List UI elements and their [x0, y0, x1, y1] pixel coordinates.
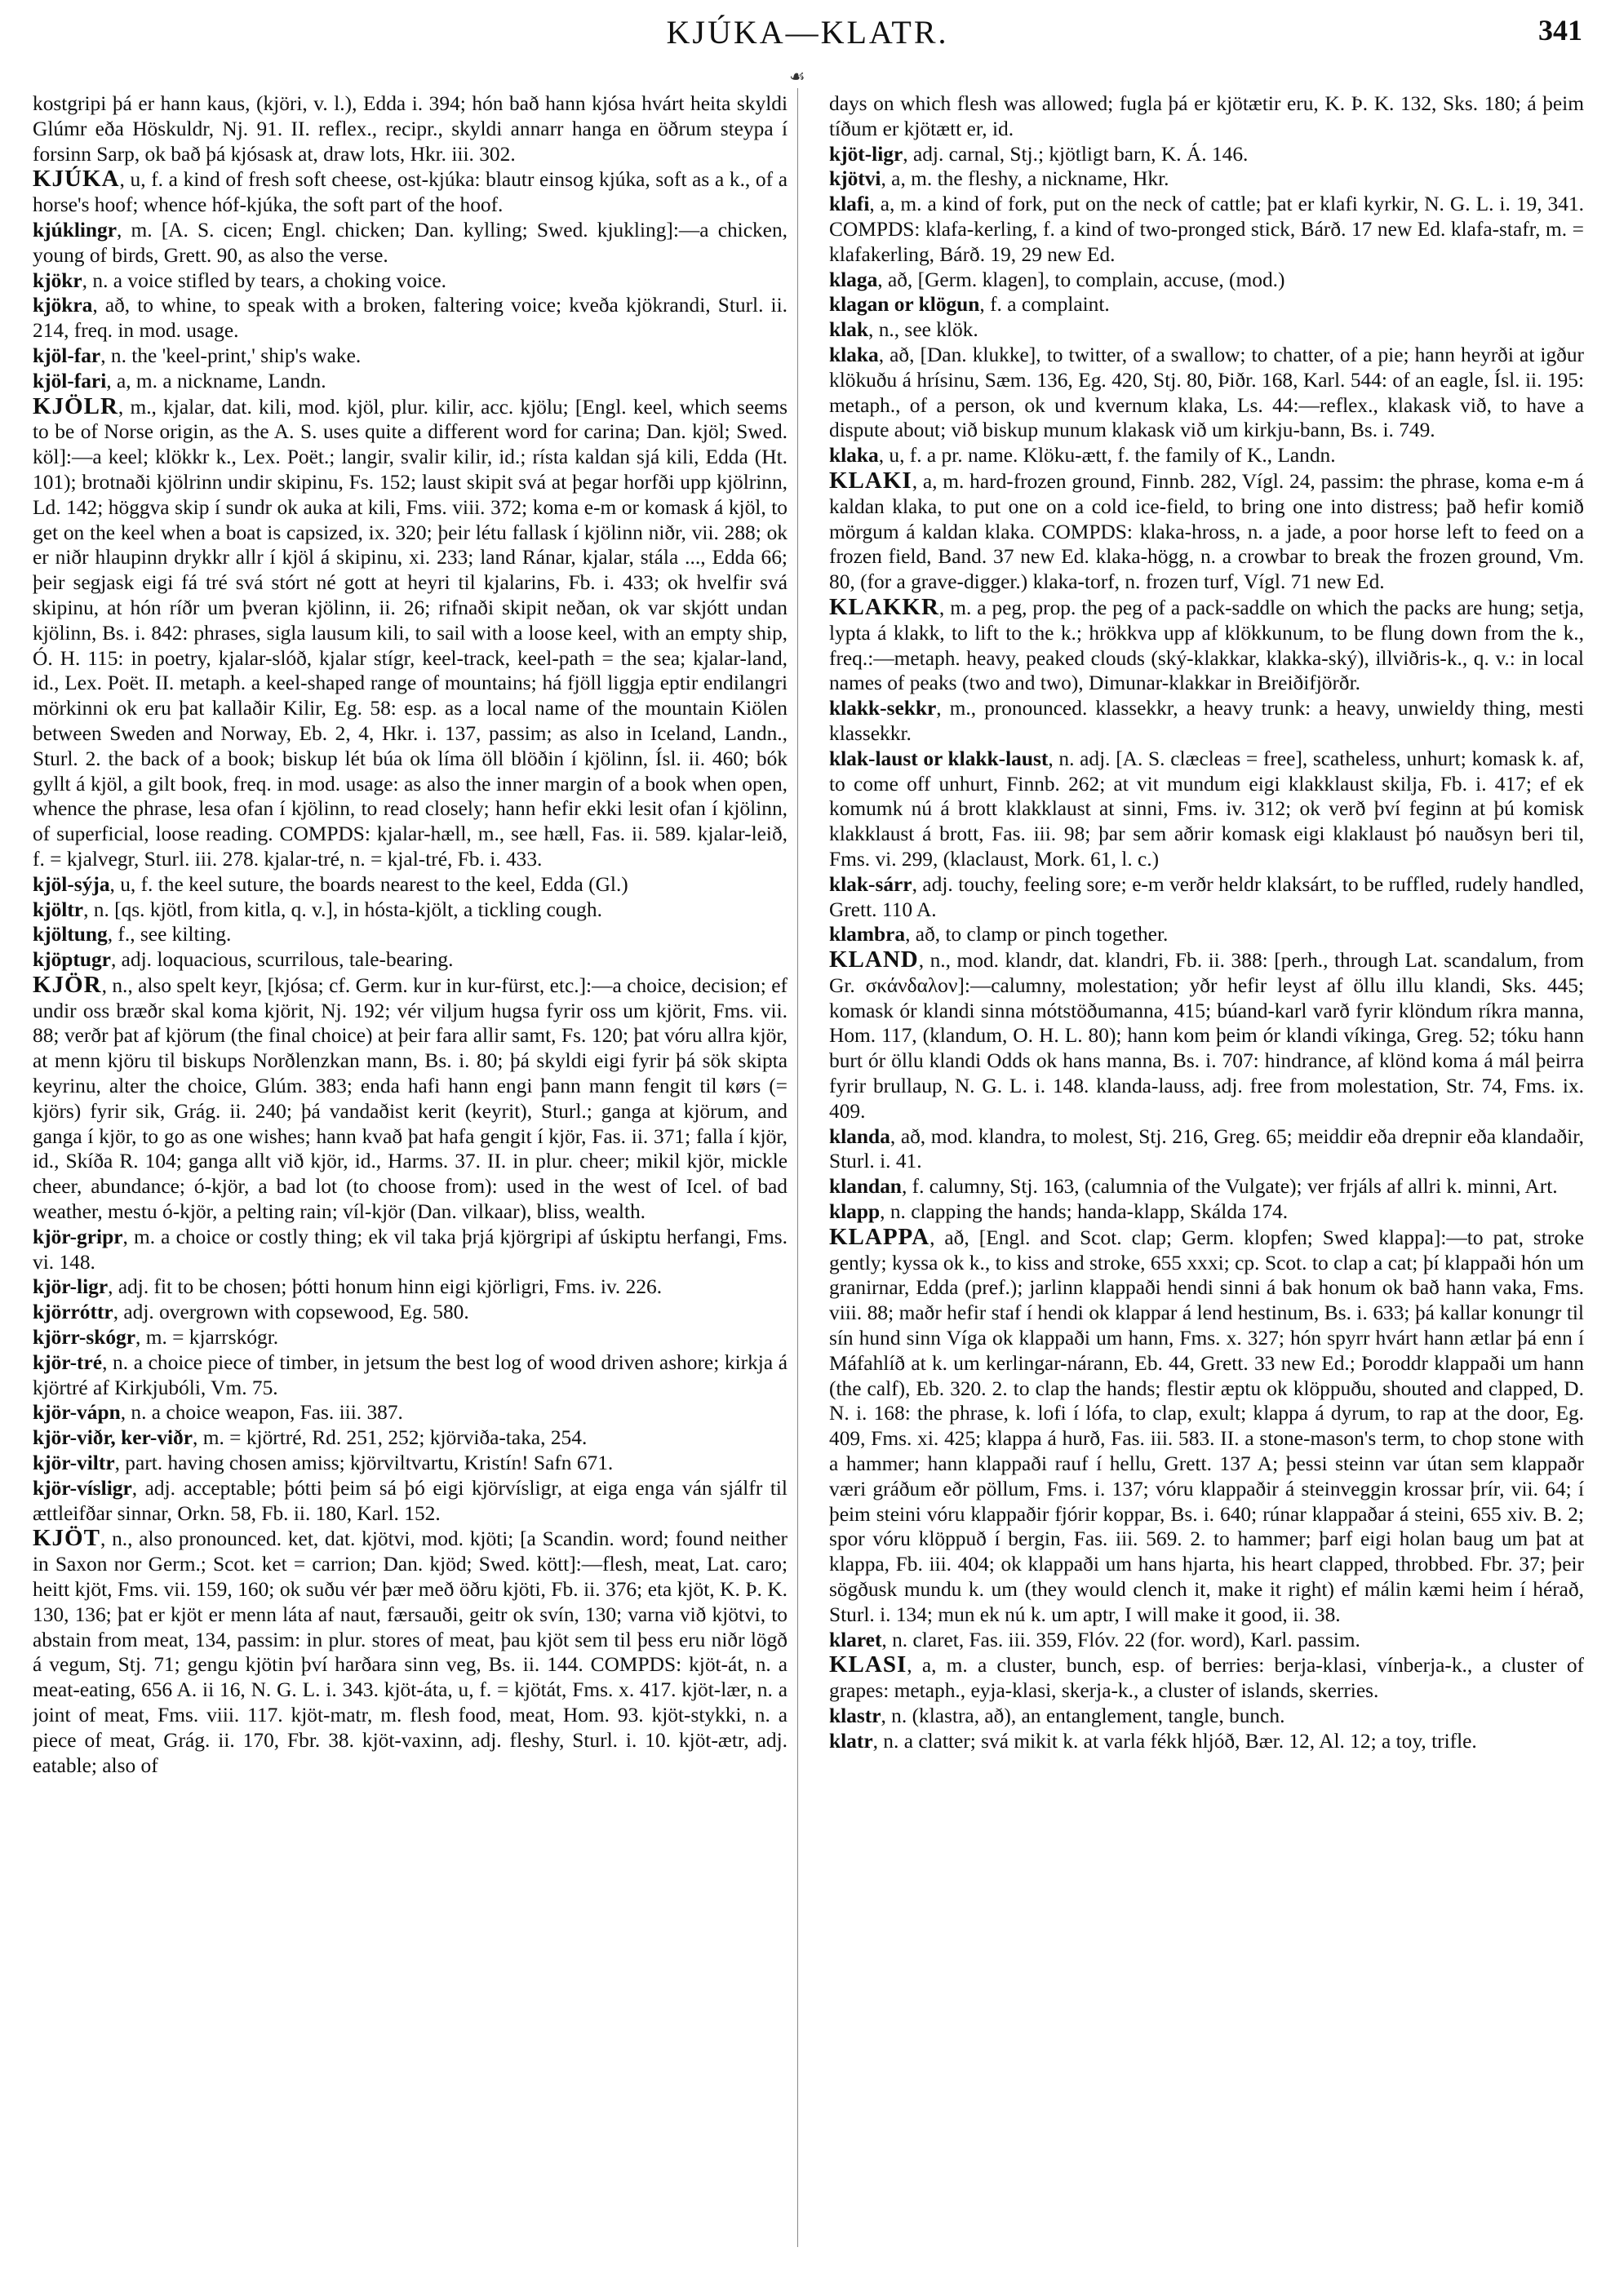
- entry-body: , adj. loquacious, scurrilous, tale-bearing.: [110, 948, 454, 972]
- entry-headword: klak-laust or klakk-laust: [829, 747, 1049, 770]
- entry-headword: kjör-vísligr: [33, 1476, 132, 1500]
- entry-body: , m., kjalar, dat. kili, mod. kjöl, plur. kilir, acc. kjölu; [Engl. keel, which seems to be of Norse origin, as the A. S. uses quite a different word for carina; Dan. kjöl; Swed. köl]:—a keel; klökkr k., Lex. Poët.; langir, svalir kilir, id.; rísta kaldan sjá kili, Edda (Ht. 101); brotnaði kjölrinn undir skipinu, Fs. 152; laust skipit svá at þegar horfði upp kjölrinn, Ld. 142; höggva skip í sundr ok auka at kili, Fms. viii. 372; koma e-m or komask á kjöl, to get on the keel when a boat is capsized, ix. 320; þeir létu fallask í kjölinn niðr, vii. 288; ok er niðr hlaupinn drykkr allr í kjöl á skipinu, xi. 233; land Ránar, kjalar, stála ..., Edda 66; þeir segjask eigi fá tré svá stórt né gott at heyri til kjalarins, Fb. i. 433; ok hvelfir svá skipinu, at hón ríðr um þveran kjölinn, ii. 26; rifnaði skipit neðan, ok var skjótt undan kjölinn, Bs. i. 842: phrases, sigla lausum kili, to sail with a loose keel, with an empty ship, Ó. H. 115: in poetry, kjalar-slóð, kjalar stígr, keel-track, keel-path = the sea; kjalar-land, id., Lex. Poët. II. metaph. a keel-shaped range of mountains; há fjöll liggja eptir endilangri mörkinni ok eru þat kallaðir Kilir, Eg. 58: esp. as a local name of the mountain Kiölen between Sweden and Norway, Eb. 2, 4, Hkr. i. 137, passim; as also in Iceland, Landn., Sturl. 2. the back of a book; biskup lét búa ok líma öll blöðin í kjölinn, Ísl. ii. 460; bók gyllt á kjöl, a gilt book, freq. in mod. usage: as also the inner margin of a book when open, whence the phrase, lesa ofan í kjölinn, to read closely; hann hefir ekki lesit ofan í kjölinn, of superficial, loose reading. COMPDS: kjalar-hæll, m., see hæll, Fas. ii. 589. kjalar-leið, f. = kjalvegr, Sturl. iii. 278. kjalar-tré, n. = kjal-tré, Fb. i. 433.: [33, 395, 788, 871]
- left-column: [33, 91, 788, 2272]
- dictionary-entry: [33, 218, 788, 268]
- entry-headword: KJÚKA: [33, 166, 120, 193]
- entry-headword: kjör-viltr: [33, 1452, 115, 1475]
- entry-body: , n., also pronounced. ket, dat. kjötvi, mod. kjöti; [a Scandin. word; found neither in Saxon nor Germ.; Scot. ket = carrion; Dan. kjöd; Swed. kött]:—flesh, meat, Lat. caro; heitt kjöt, Fms. vii. 159, 160; ok suðu vér þær með öðru kjöti, Fb. ii. 376; eta kjöt, K. Þ. K. 130, 136; þat er kjöt er menn láta af naut, færsauði, geitr ok svín, 130; varna við kjötvi, to abstain from meat, 134, passim: in plur. stores of meat, þau kjöt sem til þess eru niðr lögð á vegum, Stj. 71; gengu kjötin því harðara sinn veg, Bs. ii. 144. COMPDS: kjöt-át, n. a meat-eating, 656 A. ii 16, N. G. L. i. 343. kjöt-áta, u, f. = kjötát, Fms. x. 417. kjöt-lær, n. a joint of meat, Fms. viii. 117. kjöt-matr, m. flesh food, meat, Hom. 93. kjöt-stykki, n. a piece of meat, Grág. ii. 170, Fbr. 38. kjöt-vaxinn, adj. fleshy, Sturl. i. 10. kjöt-ætr, adj. eatable; also of: [33, 1527, 788, 1777]
- dictionary-entry: [829, 317, 1584, 343]
- entry-headword: klatr: [829, 1729, 873, 1753]
- dictionary-entry: [33, 1451, 788, 1476]
- entry-headword: kjörróttr: [33, 1301, 113, 1324]
- entry-body: , f. calumny, Stj. 163, (calumnia of the Vulgate); ver frjáls af allri k. minni, Art.: [901, 1175, 1558, 1199]
- entry-headword: KLAKI: [829, 467, 912, 494]
- dictionary-entry: [33, 1476, 788, 1527]
- dictionary-entry: [829, 1628, 1584, 1653]
- entry-body: , n. clapping the hands; handa-klapp, Skálda 174.: [880, 1200, 1289, 1224]
- entry-body: , m. a choice or costly thing; ek vil taka þrjá kjörgripi af úskiptu herfangi, Fms. vi. 148.: [33, 1225, 788, 1274]
- entry-body: , a, m. a kind of fork, put on the neck of cattle; þat er klafi kyrkir, N. G. L. i. 19, 341. COMPDS: klafa-kerling, f. a kind of two-pronged stick, Bárð. 17 new Ed. klafa-stafr, m. = klafakerling, Bárð. 19, 29 new Ed.: [829, 193, 1584, 266]
- entry-headword: kjöl-fari: [33, 369, 107, 392]
- page-number: 341: [1538, 14, 1582, 47]
- entry-headword: kjörr-skógr: [33, 1326, 135, 1350]
- entry-headword: kjötvi: [829, 167, 881, 191]
- entry-headword: KLAKKR: [829, 593, 939, 620]
- entry-body: , adj. carnal, Stj.; kjötligt barn, K. Á. 146.: [903, 142, 1249, 166]
- entry-headword: KJÖLR: [33, 392, 118, 419]
- dictionary-entry: [33, 1350, 788, 1401]
- entry-headword: kjöptugr: [33, 948, 111, 972]
- entry-body: , u, f. a kind of fresh soft cheese, ost-kjúka: blautr einsog kjúka, soft as a k., of a horse's hoof; whence hóf-kjúka, the soft part of the hoof.: [33, 168, 788, 217]
- entry-headword: kjör-vápn: [33, 1401, 121, 1425]
- right-column: [829, 91, 1584, 2272]
- entry-body: , a, m. hard-frozen ground, Finnb. 282, Vígl. 24, passim: the phrase, koma e-m á kaldan klaka, to put one on a cold ice-field, to bring one into distress; það hefir komið mörgum á kaldan klaka. COMPDS: klaka-hross, n. a jade, a poor horse left to feed on a frozen field, Band. 37 new Ed. klaka-högg, n. a crowbar to break the frozen ground, Vm. 80, (for a grave-digger.) klaka-torf, n. frozen turf, Vígl. 71 new Ed.: [829, 469, 1584, 594]
- dictionary-entry: [829, 1225, 1584, 1628]
- entry-headword: klaret: [829, 1628, 882, 1651]
- dictionary-entry: [829, 595, 1584, 696]
- entry-body: , adj. acceptable; þótti þeim sá þó eigi kjörvísligr, at eiga enga ván sjálfr til ættleifðar sinnar, Orkn. 58, Fb. ii. 180, Karl. 152.: [33, 1476, 788, 1525]
- dictionary-entry: [829, 91, 1584, 142]
- dictionary-entry: [33, 1425, 788, 1451]
- entry-body: , adj. overgrown with copsewood, Eg. 580.: [113, 1301, 469, 1324]
- dictionary-entry: [33, 268, 788, 294]
- entry-body: , n. a clatter; svá mikit k. at varla fékk hljóð, Bær. 12, Al. 12; a toy, trifle.: [872, 1729, 1477, 1753]
- entry-headword: kjökra: [33, 294, 93, 317]
- dictionary-entry: [829, 268, 1584, 293]
- entry-body: , part. having chosen amiss; kjörviltvartu, Kristín! Safn 671.: [114, 1452, 614, 1475]
- entry-body: days on which flesh was allowed; fugla þá er kjötætir eru, K. Þ. K. 132, Sks. 180; á þeim tíðum er kjötætt er, id.: [829, 92, 1584, 140]
- entry-body: , m. = kjarrskógr.: [135, 1326, 279, 1350]
- entry-headword: klaka: [829, 343, 879, 366]
- entry-headword: klafi: [829, 193, 870, 216]
- dictionary-entry: [829, 696, 1584, 747]
- dictionary-entry: [829, 947, 1584, 1124]
- entry-headword: klambra: [829, 923, 906, 946]
- entry-headword: KJÖT: [33, 1525, 100, 1552]
- dictionary-entry: [829, 747, 1584, 872]
- entry-headword: kjör-viðr, ker-viðr: [33, 1426, 193, 1450]
- entry-body: , m. [A. S. cicen; Engl. chicken; Dan. kylling; Swed. kjukling]:—a chicken, young of birds, Grett. 90, as also the verse.: [33, 218, 788, 267]
- entry-body: , u, f. the keel suture, the boards nearest to the keel, Edda (Gl.): [109, 872, 628, 896]
- entry-body: , f. a complaint.: [979, 293, 1110, 317]
- dictionary-entry: [829, 1704, 1584, 1729]
- entry-body: , n., also spelt keyr, [kjósa; cf. Germ. kur in kur-fürst, etc.]:—a choice, decision; ef undir oss bræðr skal koma kjörit, Nj. 192; vér viljum hugsa fyrir oss um kjörit, Fms. vii. 88; verðr þat af kjörum (the final choice) at þeir fara allir samt, Fs. 120; þat vóru allra kjör, at menn kjöru til biskups Norðlenzkan mann, Bs. i. 80; þá skyldi eigi fyrir þá sök skipta keyrinu, alter the choice, Glúm. 383; enda hafi hann engi þann mann fengit til kørs (= kjörs) fyrir sik, Grág. ii. 240; þá vandaðist kerit (keyrit), Sturl.; ganga at kjörum, and ganga í kjör, to go as one wishes; hann kvað þat hafa gengit í kjör, Fas. ii. 371; falla í kjör, id., Skíða R. 104; ganga allt við kjör, id., Harms. 37. II. in plur. cheer; mikil kjör, mickle cheer, abundance; ó-kjör, a bad lot (to choose from): used in the west of Icel. of bad weather, mestu ó-kjör, a pelting rain; víl-kjör (Dan. vilkaar), bliss, wealth.: [33, 973, 788, 1224]
- entry-headword: klaga: [829, 268, 878, 291]
- entry-body: , adj. touchy, feeling sore; e-m verðr heldr klaksárt, to be ruffled, rudely handled, Grett. 110 A.: [829, 872, 1584, 921]
- dictionary-entry: [829, 166, 1584, 192]
- entry-headword: kjör-gripr: [33, 1225, 123, 1248]
- entry-headword: klagan or klögun: [829, 293, 980, 317]
- entry-body: , m., pronounced. klassekkr, a heavy trunk: a heavy, unwieldy thing, mesti klassekkr.: [829, 697, 1584, 745]
- entry-headword: klastr: [829, 1704, 881, 1727]
- entry-headword: kjöltung: [33, 923, 108, 946]
- dictionary-entry: [33, 166, 788, 218]
- dictionary-entry: [829, 343, 1584, 443]
- entry-headword: KLAPPA: [829, 1223, 930, 1250]
- entry-headword: kjúklingr: [33, 218, 118, 242]
- entry-headword: kjöt-ligr: [829, 142, 903, 166]
- dictionary-entry: [33, 1325, 788, 1350]
- running-head: KJÚKA—KLATR.: [666, 14, 949, 51]
- dictionary-entry: [829, 1124, 1584, 1175]
- dictionary-entry: [33, 922, 788, 947]
- entry-headword: klak-sárr: [829, 872, 912, 896]
- column-ornament-icon: ☙: [789, 67, 805, 87]
- dictionary-entry: [829, 1174, 1584, 1199]
- dictionary-entry: [829, 468, 1584, 595]
- entry-body: , a, m. a cluster, bunch, esp. of berries: berja-klasi, vínberja-k., a cluster of grapes: metaph., eyja-klasi, skerja-k., a cluster of islands, skerries.: [829, 1654, 1584, 1703]
- dictionary-entry: [829, 1729, 1584, 1754]
- entry-body: kostgripi þá er hann kaus, (kjöri, v. l.), Edda i. 394; hón bað hann kjósa hvárt heita skyldi Glúmr eða Höskuldr, Nj. 91. II. reflex., recipr., skyldi annarr hanga en öðrum steypa í forsinn Sarp, ok bað þá kjósask at, draw lots, Hkr. iii. 302.: [33, 92, 788, 166]
- dictionary-entry: [829, 142, 1584, 167]
- entry-body: , að, [Engl. and Scot. clap; Germ. klopfen; Swed klappa]:—to pat, stroke gently; kyssa ok k., to kiss and stroke, 655 xxxi; cp. Scot. to clap a cat; þí klappaði hón um granirnar, Edda (pref.); jarlinn klappaði hendi sinni á bak honum ok bað hann vaka, Fms. viii. 88; maðr hefir staf í hendi ok klappar á lend hestinum, Bs. i. 633; þá kallar konungr til sín hund sinn Víga ok klappaði um hann, Fms. x. 327; hón spyrr hvárt hann ætlar þá enn í Máfahlíð at k. um kerlingar-nárann, Eb. 44, Grett. 33 new Ed.; Þoroddr klappaði um hann (the calf), Eb. 320. 2. to clap the hands; flestir æptu ok klöppuðu, shouted and clapped, D. N. i. 168: the phrase, k. lofi í lófa, to clap, exult; klappa á dyrum, to rap at the door, Eg. 409, Fms. xi. 425; klappa á hurð, Fas. iii. 583. II. a stone-mason's term, to chop stone with a hammer; hann klappaði rauf í hellu, Grett. 137 A; þessi steinn var útan sem klappaðr væri gráðum eðr pöllum, Fms. i. 137; vóru klappaðir á steinveggin krossar þrír, vii. 64; í þeim steini vóru klappaðir fjórir koppar, Bs. i. 640; rúnar klappaðar á steini, 655 xiv. B. 2; spor vóru klöppuð í bergin, Fas. iii. 569. 2. to hammer; þarf eigi holan baug um þat at klappa, Fb. iii. 404; ok klappaði um hans hjarta, his heart clapped, throbbed. Fbr. 37; þeir sögðusk mundu k. um (they would clench it, make it right) ef málin kæmi heim í hérað, Sturl. i. 134; mun ek nú k. um aptr, I will make it good, ii. 38.: [829, 1226, 1584, 1626]
- entry-body: , n. a choice weapon, Fas. iii. 387.: [120, 1401, 403, 1425]
- dictionary-entry: [829, 192, 1584, 267]
- entry-body: , n., mod. klandr, dat. klandri, Fb. ii. 388: [perh., through Lat. scandalum, from Gr. σκάνδαλον]:—calumny, molestation; yðr hefir leyst af öllu illu klandi, Sks. 445; komask ór klandi sinna mótstöðumanna, 415; búand-karl varð fyrir klöndum ríkra manna, Hom. 117, (klandum, O. H. L. 80); hann kom þeim ór klandi víkinga, Greg. 52; tóku hann burt ór öllu klandi Odds ok hans manna, Bs. i. 707: hindrance, af klönd koma á mál þeirra fyrir brullaup, N. G. L. i. 148. klanda-lauss, adj. free from molestation, Str. 74, Fms. ix. 409.: [829, 949, 1584, 1123]
- dictionary-entry: [33, 344, 788, 369]
- entry-body: , að, [Germ. klagen], to complain, accuse, (mod.): [877, 268, 1285, 291]
- entry-body: , a, m. a nickname, Landn.: [106, 369, 326, 392]
- column-divider: [797, 88, 798, 2247]
- entry-headword: klapp: [829, 1200, 881, 1224]
- entry-body: , f., see kilting.: [107, 923, 232, 946]
- entry-body: , adj. fit to be chosen; þótti honum hinn eigi kjörligri, Fms. iv. 226.: [108, 1275, 663, 1299]
- entry-body: , a, m. the fleshy, a nickname, Hkr.: [881, 167, 1169, 191]
- entry-body: , að, to whine, to speak with a broken, faltering voice; kveða kjökrandi, Sturl. ii. 214, freq. in mod. usage.: [33, 294, 788, 343]
- entry-headword: klaka: [829, 444, 879, 468]
- dictionary-entry: [33, 898, 788, 923]
- dictionary-entry: [829, 292, 1584, 317]
- entry-headword: KLAND: [829, 946, 919, 973]
- entry-body: , n. claret, Fas. iii. 359, Flóv. 22 (for. word), Karl. passim.: [881, 1628, 1360, 1651]
- dictionary-entry: [829, 872, 1584, 923]
- dictionary-entry: [33, 973, 788, 1225]
- entry-body: , u, f. a pr. name. Klöku-ætt, f. the family of K., Landn.: [878, 444, 1336, 468]
- dictionary-entry: [33, 947, 788, 973]
- entry-body: , m. a peg, prop. the peg of a pack-saddle on which the packs are hung; setja, lypta á klakk, to lift to the k.; hrökkva upp af klökkunum, to be flung down from the k., freq.:—metaph. heavy, peaked clouds (ský-klakkar, klakka-ský), illviðris-k., q. v.: in local names of peaks (two and two), Dimunar-klakkar in Breiðifjörðr.: [829, 596, 1584, 695]
- entry-headword: klak: [829, 318, 868, 342]
- entry-headword: KLASI: [829, 1651, 907, 1678]
- dictionary-entry: [829, 1652, 1584, 1704]
- dictionary-entry: [33, 91, 788, 166]
- dictionary-entry: [829, 1199, 1584, 1225]
- entry-headword: kjöl-far: [33, 344, 101, 367]
- entry-body: , n. adj. [A. S. clæcleas = free], scatheless, unhurt; komask k. af, to come off unhurt, Finnb. 262; at vit mundum eigi klakklaust skilja, Fb. i. 417; ef ek komumk nú á brott klakklaust at sinni, Fms. iv. 312; ok verð því feginn at þú komisk klakklaust á brott, Fas. iii. 98; þar sem aðrir komask eigi klaklaust þó nauðsyn beri til, Fms. vi. 299, (klaclaust, Mork. 61, l. c.): [829, 747, 1584, 871]
- entry-body: , að, mod. klandra, to molest, Stj. 216, Greg. 65; meiddir eða drepnir eða klandaðir, Sturl. i. 41.: [829, 1124, 1584, 1173]
- entry-headword: klandan: [829, 1175, 902, 1199]
- entry-headword: KJÖR: [33, 971, 102, 998]
- entry-headword: kjör-tré: [33, 1350, 103, 1374]
- entry-body: , m. = kjörtré, Rd. 251, 252; kjörviða-taka, 254.: [193, 1426, 588, 1450]
- entry-body: , n. a voice stifled by tears, a choking voice.: [82, 268, 446, 292]
- dictionary-entry: [33, 369, 788, 394]
- dictionary-entry: [33, 1300, 788, 1325]
- dictionary-entry: [829, 922, 1584, 947]
- entry-body: , n., see klök.: [868, 318, 978, 342]
- entry-body: , að, to clamp or pinch together.: [905, 923, 1169, 946]
- page-header: [33, 13, 1582, 62]
- entry-headword: kjöltr: [33, 898, 84, 921]
- dictionary-entry: [33, 394, 788, 872]
- entry-headword: kjöl-sýja: [33, 872, 110, 896]
- dictionary-entry: [33, 872, 788, 898]
- dictionary-entry: [829, 443, 1584, 468]
- dictionary-entry: [33, 1400, 788, 1425]
- entry-headword: klakk-sekkr: [829, 697, 937, 720]
- dictionary-entry: [33, 1274, 788, 1300]
- dictionary-entry: [33, 1526, 788, 1778]
- entry-body: , að, [Dan. klukke], to twitter, of a swallow; to chatter, of a pie; hann heyrði at igður klökuðu á hrísinu, Sæm. 136, Eg. 420, Stj. 80, Þiðr. 168, Karl. 544: of an eagle, Ísl. ii. 195: metaph., of a person, ok und kvernum klaka, Ls. 44:—reflex., klakask við, to have a dispute about; við biskup munum klakask við um kirkju-bann, Bs. i. 749.: [829, 343, 1584, 442]
- dictionary-entry: [33, 1225, 788, 1275]
- entry-headword: kjökr: [33, 268, 82, 292]
- entry-headword: kjör-ligr: [33, 1275, 109, 1299]
- dictionary-entry: [33, 293, 788, 344]
- entry-body: , n. (klastra, að), an entanglement, tangle, bunch.: [881, 1704, 1285, 1727]
- entry-body: , n. a choice piece of timber, in jetsum the best log of wood driven ashore; kirkja á kjörtré af Kirkjubóli, Vm. 75.: [33, 1350, 788, 1399]
- entry-headword: klanda: [829, 1124, 890, 1148]
- entry-body: , n. [qs. kjötl, from kitla, q. v.], in hósta-kjölt, a tickling cough.: [83, 898, 602, 921]
- entry-body: , n. the 'keel-print,' ship's wake.: [100, 344, 362, 367]
